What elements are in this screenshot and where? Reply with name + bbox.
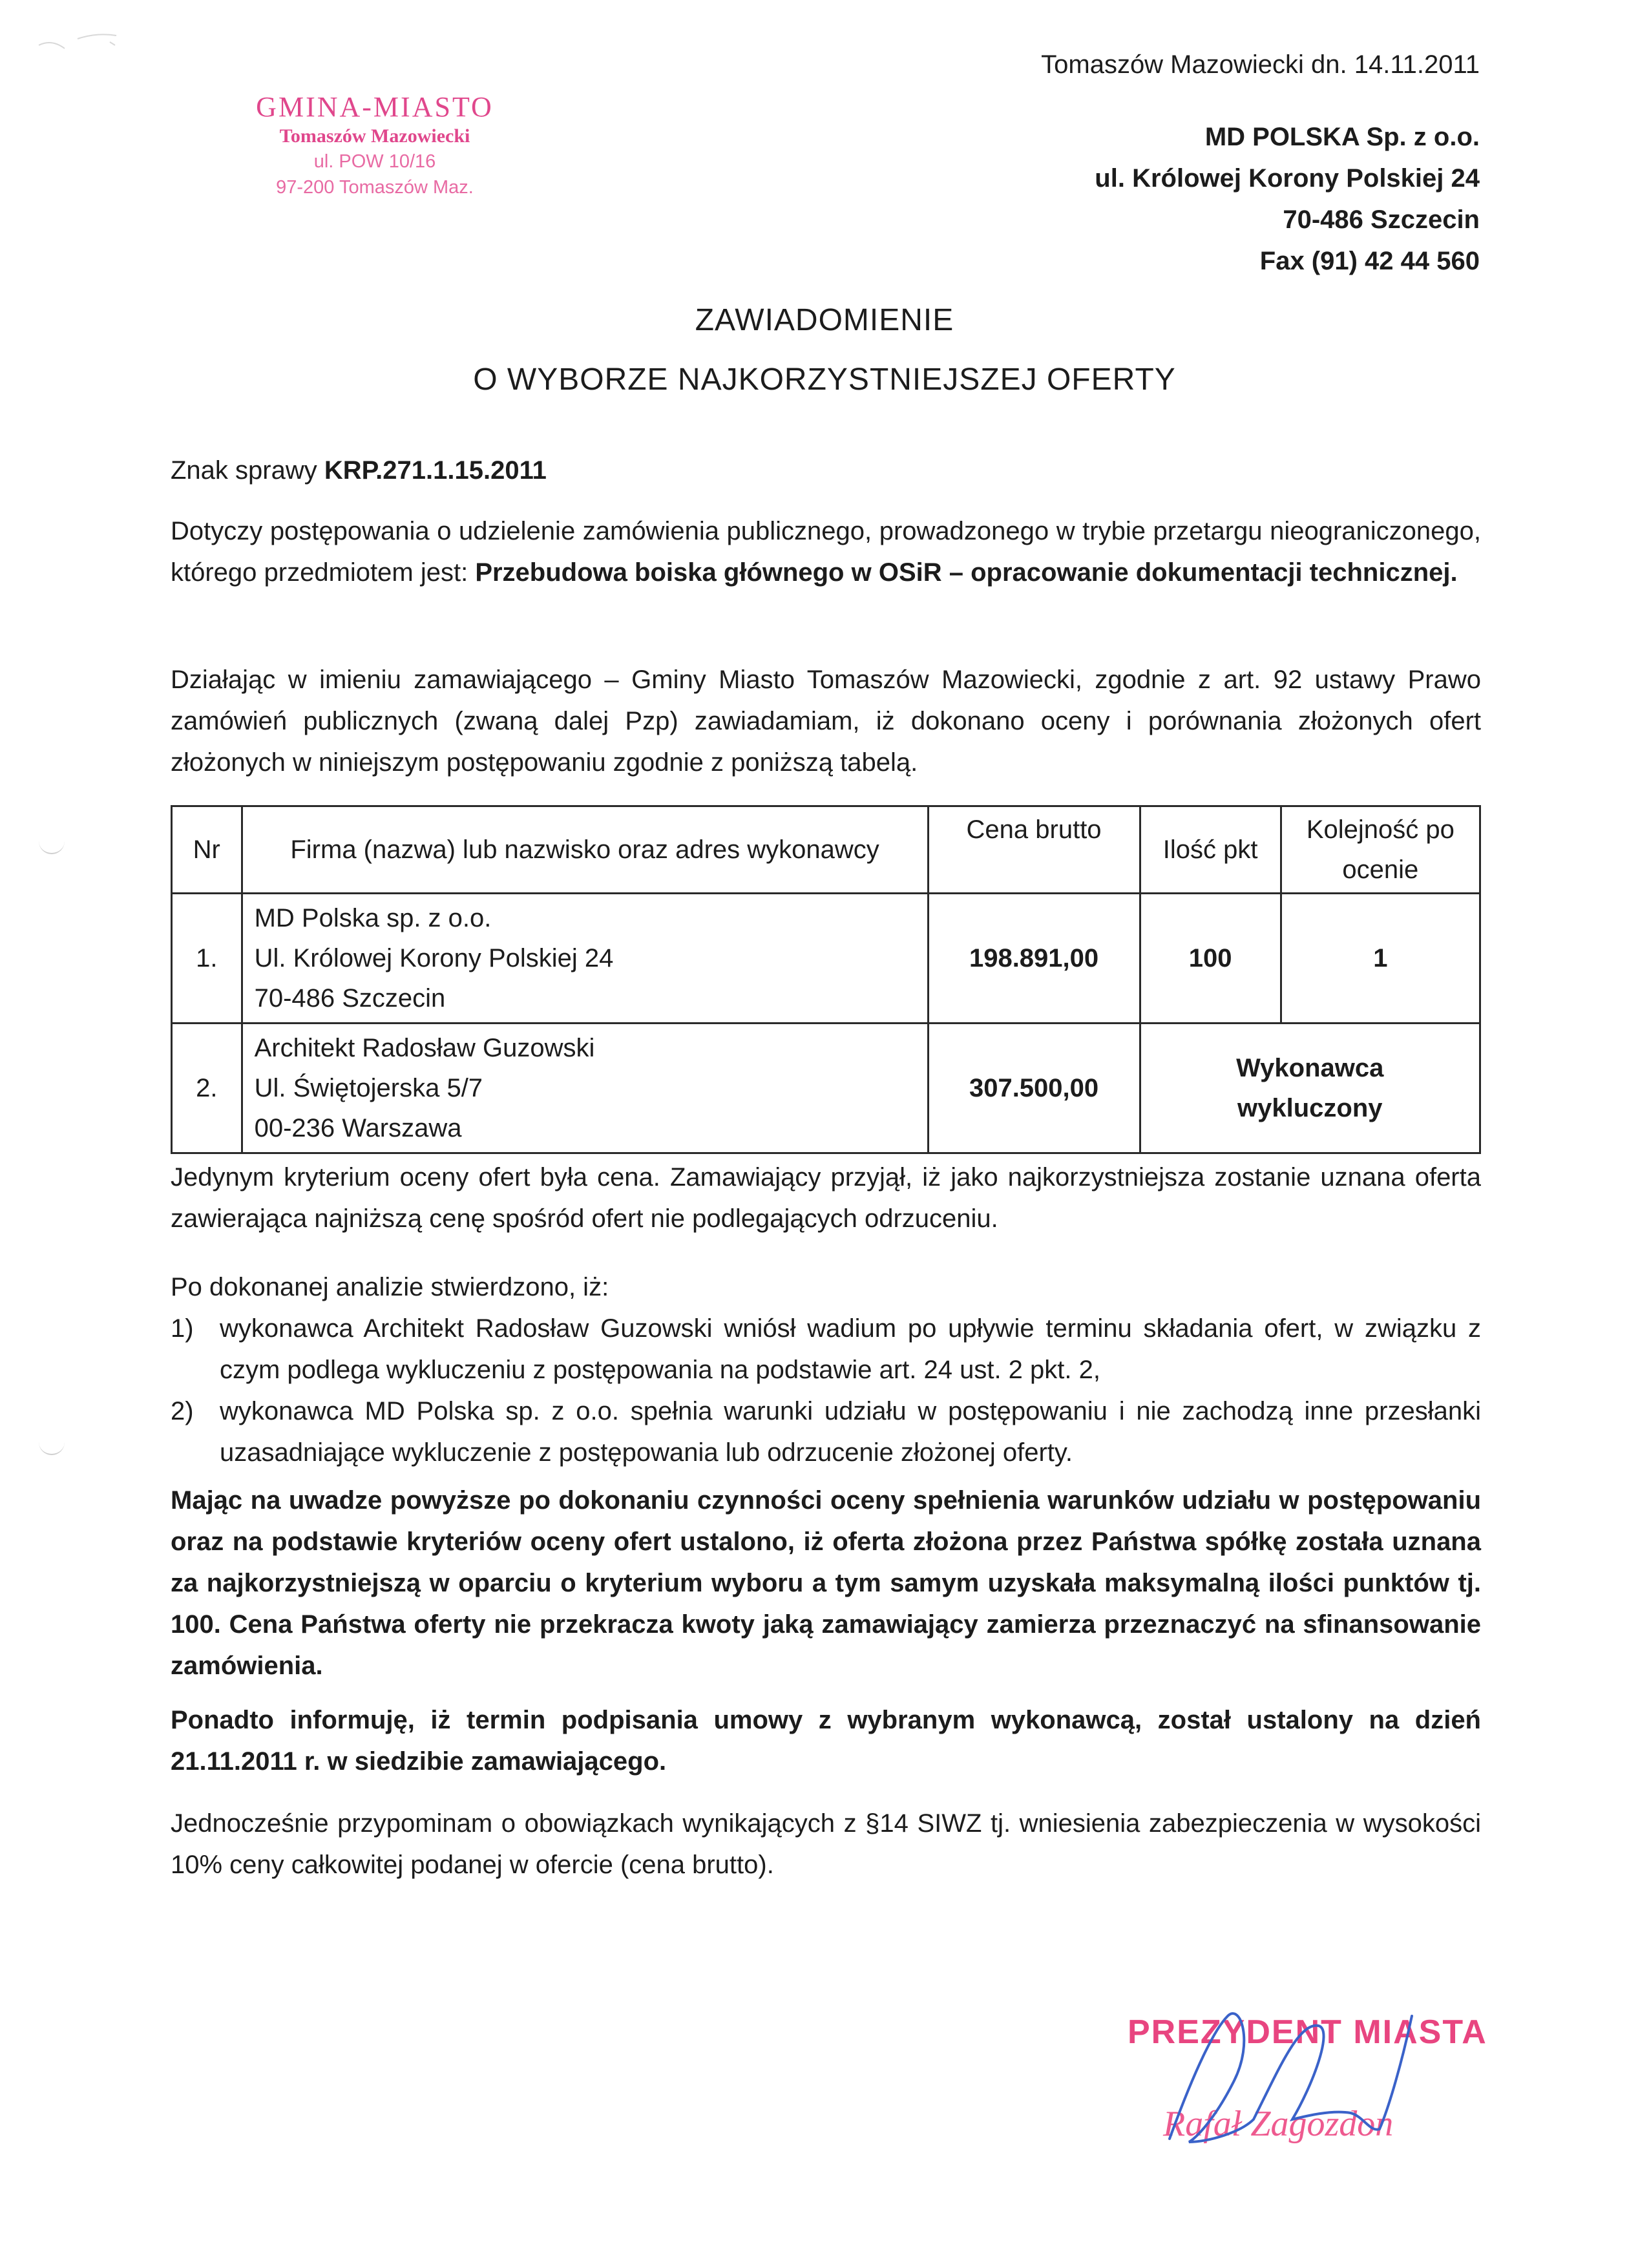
scan-mark (39, 1441, 65, 1455)
findings-section (171, 1266, 1481, 1473)
scan-smudge-icon (32, 19, 136, 58)
row-firm (242, 894, 928, 1024)
stamp-line: 97-200 Tomaszów Maz. (276, 177, 474, 198)
table-header-row (172, 806, 1480, 894)
finding-item (171, 1391, 1481, 1473)
finding-marker: 1) (171, 1314, 194, 1343)
reminder-paragraph: Jednocześnie przypominam o obowiązkach wynikających z §14 SIWZ tj. wniesienia zabezpieczenia w wysokości 10% ceny całkowitej podanej w ofercie (cena brutto). (171, 1809, 1481, 1879)
case-ref-value: KRP.271.1.15.2011 (324, 456, 547, 485)
scan-mark (39, 840, 65, 854)
header-firm: Firma (nazwa) lub nazwisko oraz adres wykonawcy (242, 806, 928, 894)
criteria-paragraph: Jedynym kryterium oceny ofert była cena. Zamawiający przyjął, iż jako najkorzystniejsza zostanie uznana oferta zawierająca najniższą cenę spośród ofert nie podlegających odrzuceniu. (171, 1163, 1481, 1233)
header-nr: Nr (172, 806, 242, 894)
row-price: 198.891,00 (928, 894, 1140, 1024)
finding-item (171, 1308, 1481, 1391)
finding-text: wykonawca MD Polska sp. z o.o. spełnia warunki udziału w postępowaniu i nie zachodzą inne przesłanki uzasadniające wykluczenie z postępowania lub odrzucenie złożonej oferty. (220, 1397, 1481, 1467)
firm-line: MD Polska sp. z o.o. (254, 904, 492, 932)
stamp-line: GMINA-MIASTO (256, 91, 494, 123)
header-points: Ilość pkt (1140, 806, 1281, 894)
header-rank: Kolejność po ocenie (1281, 806, 1480, 894)
title-line: ZAWIADOMIENIE (695, 303, 954, 337)
recipient-line: Fax (91) 42 44 560 (1259, 247, 1480, 275)
stamp-line: ul. POW 10/16 (313, 151, 436, 172)
case-ref-label: Znak sprawy (171, 456, 324, 485)
row-status: Wykonawca wykluczony (1140, 1024, 1480, 1153)
recipient-line: 70-486 Szczecin (1283, 205, 1480, 234)
findings-list (171, 1308, 1481, 1473)
firm-line: Ul. Świętojerska 5/7 (254, 1074, 483, 1102)
case-reference (171, 450, 1481, 491)
findings-intro: Po dokonanej analizie stwierdzono, iż: (171, 1273, 609, 1301)
subject-title: Przebudowa boiska głównego w OSiR – opracowanie dokumentacji technicznej. (475, 558, 1458, 587)
row-nr: 1. (172, 894, 242, 1024)
row-firm (242, 1024, 928, 1153)
firm-line: Architekt Radosław Guzowski (254, 1034, 595, 1062)
row-nr: 2. (172, 1024, 242, 1153)
handwritten-signature-icon (1157, 1990, 1428, 2158)
row-rank: 1 (1281, 894, 1480, 1024)
finding-text: wykonawca Architekt Radosław Guzowski wniósł wadium po upływie terminu składania ofert, w związku z czym podlega wykluczeniu z postępowania na podstawie art. 24 ust. 2 pkt. 2, (220, 1314, 1481, 1384)
title-line: O WYBORZE NAJKORZYSTNIEJSZEJ OFERTY (473, 362, 1176, 397)
row-points: 100 (1140, 894, 1281, 1024)
stamp-line: Tomaszów Mazowiecki (279, 125, 470, 147)
place-date: Tomaszów Mazowiecki dn. 14.11.2011 (1041, 50, 1480, 79)
table-row (172, 1024, 1480, 1153)
decision-paragraph: Mając na uwadze powyższe po dokonaniu czynności oceny spełnienia warunków udziału w postępowaniu oraz na podstawie kryteriów oceny ofert ustalono, iż oferta złożona przez Państwa spółkę została uznana za najkorzystniejszą w oparciu o kryterium wyboru a tym samym uzyskała maksymalną ilości punktów tj. 100. Cena Państwa oferty nie przekracza kwoty jaką zamawiający zamierza przeznaczyć na sfinansowanie zamówienia. (171, 1486, 1481, 1680)
document-title (0, 291, 1649, 410)
sender-stamp (220, 90, 530, 200)
recipient-line: MD POLSKA Sp. z o.o. (1204, 123, 1480, 151)
header-price: Cena brutto (928, 806, 1140, 894)
subject-intro: Dotyczy postępowania o udzielenie zamówienia publicznego, prowadzonego w trybie przetargu nieograniczonego, którego przedmiotem jest: (171, 517, 1481, 587)
finding-marker: 2) (171, 1397, 194, 1425)
signature-stamp-title: PREZYDENT MIASTA (1128, 2013, 1487, 2051)
firm-line: 70-486 Szczecin (254, 984, 446, 1013)
recipient-address (1095, 116, 1480, 282)
legal-basis-paragraph: Działając w imieniu zamawiającego – Gminy Miasto Tomaszów Mazowiecki, zgodnie z art. 92 ustawy Prawo zamówień publicznych (zwaną dalej Pzp) zawiadamiam, iż dokonano oceny i porównania złożonych ofert złożonych w niniejszym postępowaniu zgodnie z poniższą tabelą. (171, 666, 1481, 777)
subject-paragraph (171, 510, 1481, 593)
firm-line: Ul. Królowej Korony Polskiej 24 (254, 944, 614, 972)
offers-table (171, 805, 1481, 1154)
recipient-line: ul. Królowej Korony Polskiej 24 (1095, 164, 1480, 193)
signature-stamp-name: Rafał Zagozdon (1163, 2104, 1394, 2144)
contract-date-paragraph: Ponadto informuję, iż termin podpisania umowy z wybranym wykonawcą, został ustalony na dzień 21.11.2011 r. w siedzibie zamawiającego. (171, 1706, 1481, 1776)
row-price: 307.500,00 (928, 1024, 1140, 1153)
table-row (172, 894, 1480, 1024)
firm-line: 00-236 Warszawa (254, 1114, 462, 1142)
